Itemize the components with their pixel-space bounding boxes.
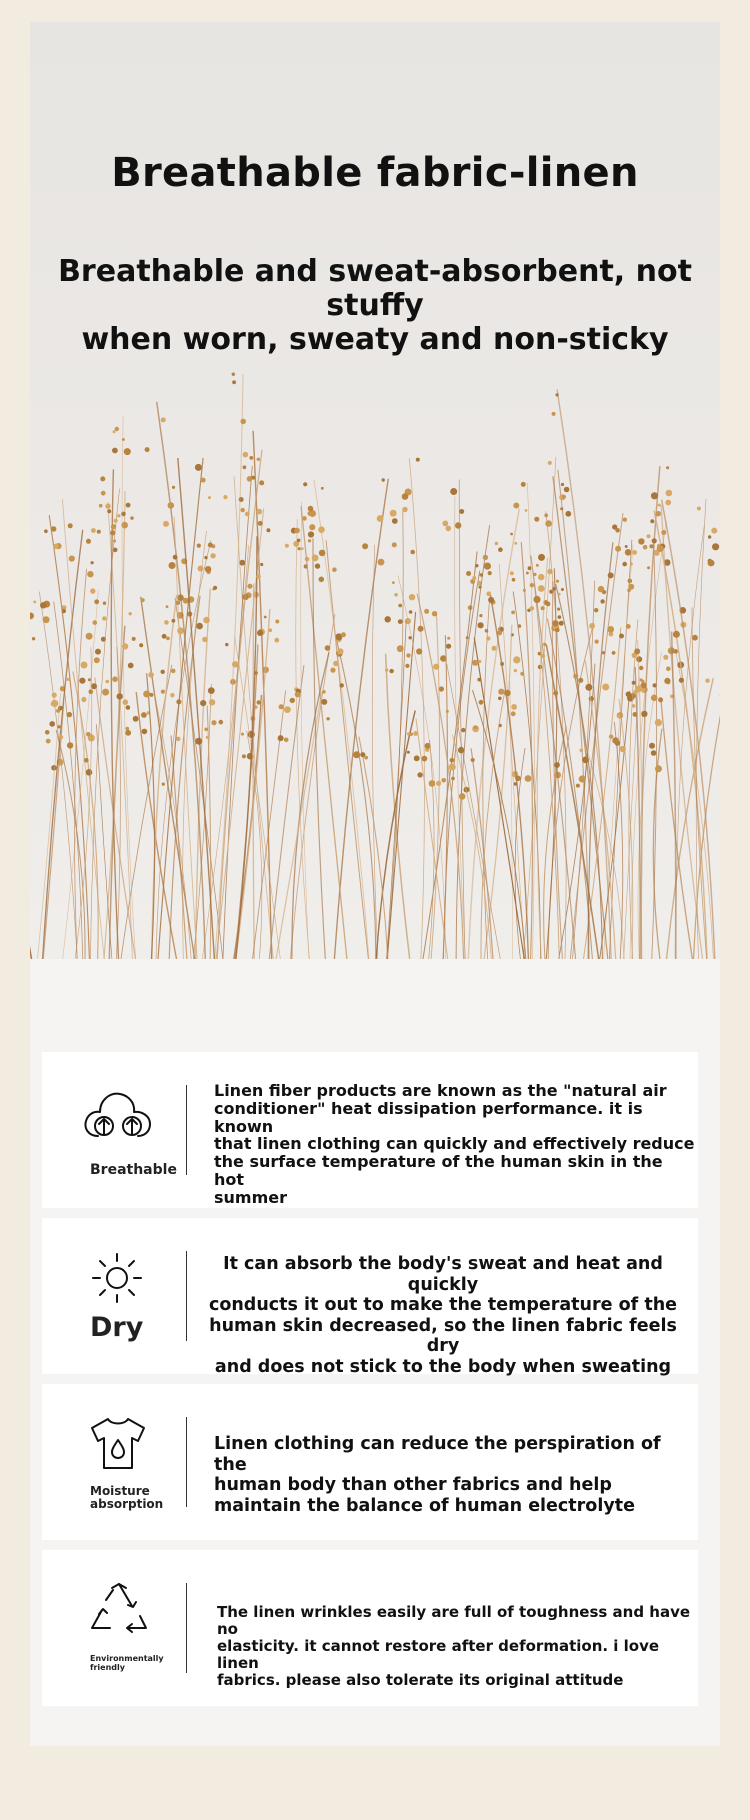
- feature-description: [214, 1434, 698, 1516]
- card-divider: [186, 1251, 187, 1341]
- page-subtitle: [30, 255, 720, 357]
- feature-card-eco: [42, 1550, 698, 1706]
- desc-line: fabrics. please also tolerate its original attitude: [217, 1671, 624, 1689]
- hero-image: [30, 22, 720, 959]
- card-divider: [186, 1085, 187, 1175]
- subtitle-line-2: when worn, sweaty and non-sticky: [81, 322, 669, 357]
- feature-card-moisture: [42, 1384, 698, 1540]
- feature-card-breathable: [42, 1052, 698, 1208]
- feature-label: [90, 1485, 163, 1510]
- desc-line: maintain the balance of human electrolyte: [214, 1495, 635, 1516]
- sun-icon: [89, 1252, 145, 1308]
- label-line: Moisture: [90, 1484, 150, 1498]
- desc-line: conducts it out to make the temperature of the: [208, 1295, 678, 1315]
- subtitle-line-1: Breathable and sweat-absorbent, not stuffy: [58, 254, 692, 323]
- feature-label: Dry: [90, 1312, 144, 1343]
- label-line: friendly: [90, 1663, 125, 1672]
- desc-line: conditioner" heat dissipation performance. it is known: [214, 1098, 643, 1136]
- desc-line: The linen wrinkles easily are full of toughness and have no: [217, 1603, 691, 1638]
- card-divider: [186, 1417, 187, 1507]
- feature-card-dry: [42, 1218, 698, 1377]
- desc-line: that linen clothing can quickly and effectively reduce: [214, 1134, 695, 1154]
- content-panel: [30, 22, 720, 1746]
- desc-line: the surface temperature of the human skin in the hot: [214, 1152, 663, 1189]
- desc-line: It can absorb the body's sweat and heat and quickly: [223, 1254, 663, 1295]
- desc-line: human body than other fabrics and help: [214, 1475, 612, 1495]
- page-title: Breathable fabric-linen: [111, 150, 639, 196]
- feature-description: [214, 1082, 698, 1207]
- cloud-upload-arrows-icon: [82, 1084, 154, 1148]
- recycle-triangle-icon: [88, 1582, 150, 1644]
- desc-line: and does not stick to the body when sweating: [214, 1356, 672, 1377]
- label-line: Environmentally: [90, 1654, 164, 1663]
- feature-description: [217, 1604, 698, 1689]
- card-divider: [186, 1583, 187, 1673]
- desc-line: Linen clothing can reduce the perspiration of the: [214, 1434, 661, 1475]
- feature-label: Breathable: [90, 1162, 177, 1178]
- feature-description: [190, 1254, 696, 1377]
- label-line: absorption: [90, 1496, 164, 1511]
- desc-line: Linen fiber products are known as the "natural air: [214, 1081, 667, 1100]
- desc-line: human skin decreased, so the linen fabric feels dry: [209, 1315, 677, 1356]
- tshirt-droplet-icon: [88, 1416, 148, 1476]
- feature-label: [90, 1654, 164, 1672]
- desc-line: elasticity. it cannot restore after deformation. i love linen: [217, 1637, 660, 1672]
- desc-line: summer: [214, 1187, 287, 1207]
